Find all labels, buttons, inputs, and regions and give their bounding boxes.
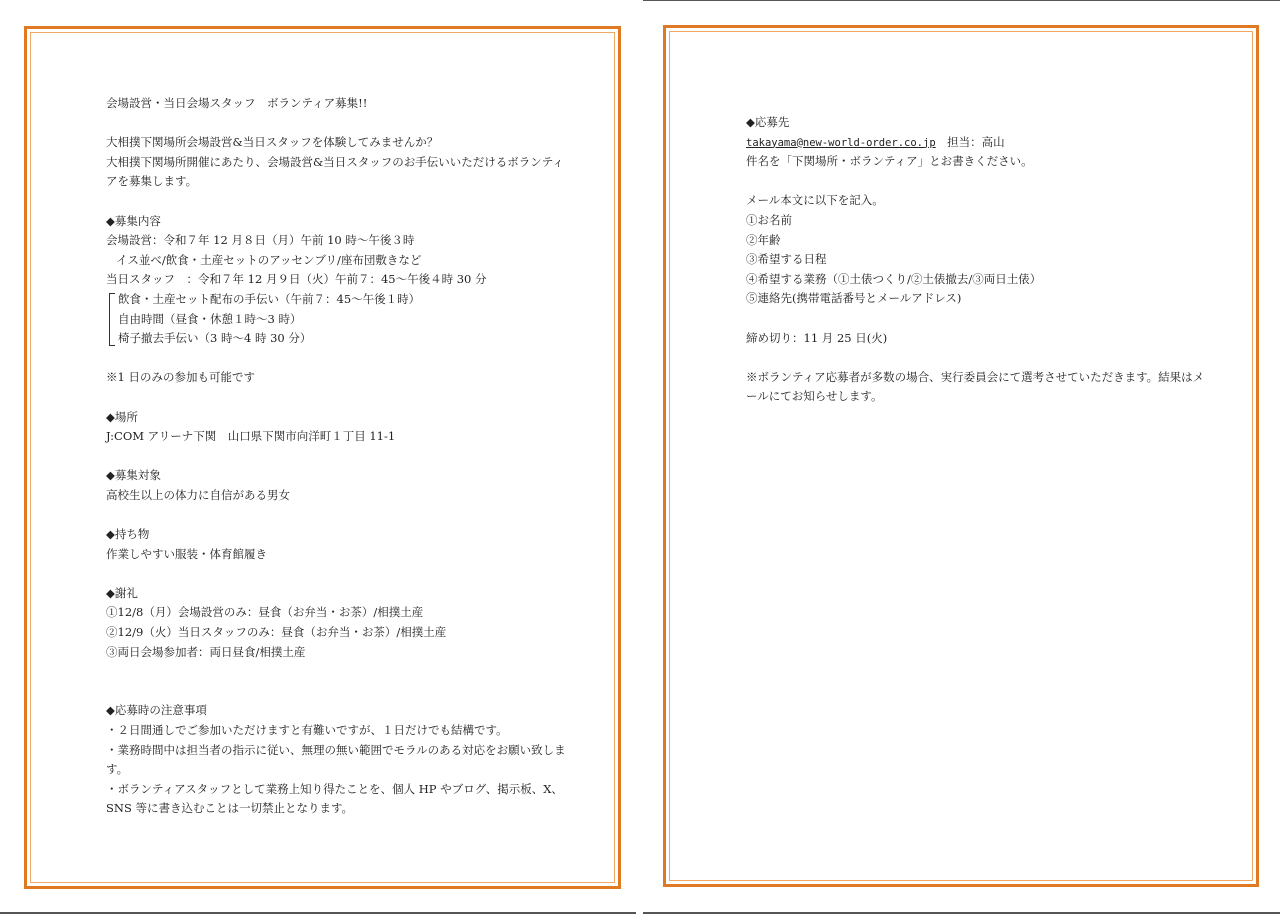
contact-person: 担当：高山	[935, 134, 1005, 149]
note-item: ・業務時間中は担当者の指示に従い、無理の無い範囲でモラルのある対応をお願い致します。	[106, 742, 566, 777]
field-item: ③希望する日程	[746, 252, 827, 267]
field-item: ⑤連絡先(携帯電話番号とメールアドレス)	[746, 291, 962, 306]
field-item: ④希望する業務（①土俵つくり/②土俵撤去/③両日土俵）	[746, 271, 1042, 286]
page-2-content	[746, 113, 1206, 407]
setup-detail: イス並べ/飲食・土産セットのアッセンブリ/座布団敷きなど	[116, 252, 422, 267]
subject-note: 件名を「下関場所・ボランティア」とお書きください。	[746, 154, 1033, 169]
note-item: ・ボランティアスタッフとして業務上知り得たことを、個人 HP やブログ、掲示板、X、SNS 等に書き込むことは一切禁止となります。	[106, 781, 563, 816]
top-divider	[643, 0, 1280, 1]
section-heading-items: ◆持ち物	[106, 527, 150, 542]
selection-note: ※ボランティア応募者が多数の場合、実行委員会にて選考させていただきます。結果はメールにてお知らせします。	[746, 369, 1205, 404]
document-page-1	[24, 26, 621, 889]
section-heading-notes: ◆応募時の注意事項	[106, 703, 207, 718]
place-text: J:COM アリーナ下関 山口県下関市向洋町１丁目 11-1	[106, 429, 396, 444]
staff-item: 自由時間（昼食・休憩１時～3 時）	[118, 311, 302, 326]
email-link[interactable]: takayama@new-world-order.co.jp	[746, 136, 936, 149]
items-text: 作業しやすい服装・体育館履き	[106, 546, 267, 561]
reward-item: ②12/9（火）当日スタッフのみ：昼食（お弁当・お茶）/相撲土産	[106, 625, 447, 640]
bottom-divider-left	[0, 912, 636, 914]
field-item: ①お名前	[746, 212, 792, 227]
bottom-divider-right	[643, 912, 1280, 914]
setup-date: 会場設営：令和７年 12 月８日（月）午前 10 時～午後３時	[106, 233, 415, 248]
intro-line-1: 大相撲下関場所会場設営&当日スタッフを体験してみませんか？	[106, 135, 439, 150]
deadline: 締め切り：11 月 25 日(火)	[746, 330, 888, 345]
reward-item: ①12/8（月）会場設営のみ：昼食（お弁当・お茶）/相撲土産	[106, 605, 424, 620]
contact-line	[746, 133, 1206, 153]
section-heading-reward: ◆謝礼	[106, 585, 138, 600]
section-heading-apply: ◆応募先	[746, 115, 790, 129]
document-page-2	[663, 25, 1259, 887]
document-title: 会場設営・当日会場スタッフ ボランティア募集!!	[106, 96, 368, 110]
section-heading-place: ◆場所	[106, 409, 138, 424]
one-day-note: ※1 日のみの参加も可能です	[106, 370, 255, 385]
target-text: 高校生以上の体力に自信がある男女	[106, 487, 290, 502]
page-1-content	[106, 94, 566, 819]
staff-item: 椅子撤去手伝い（3 時～4 時 30 分）	[118, 331, 312, 346]
note-item: ・２日間通しでご参加いただけますと有難いですが、１日だけでも結構です。	[106, 723, 508, 737]
staff-item: 飲食・土産セット配布の手伝い（午前７：45～午後１時）	[118, 291, 421, 306]
body-intro: メール本文に以下を記入。	[746, 193, 884, 208]
reward-item: ③両日会場参加者：両日昼食/相撲土産	[106, 644, 306, 659]
section-heading-content: ◆募集内容	[106, 213, 161, 228]
section-heading-target: ◆募集対象	[106, 468, 161, 483]
intro-line-2: 大相撲下関場所開催にあたり、会場設営&当日スタッフのお手伝いいただけるボランティアを募集します。	[106, 154, 564, 189]
staff-date: 当日スタッフ ：令和７年 12 月９日（火）午前７：45～午後４時 30 分	[106, 272, 487, 287]
field-item: ②年齢	[746, 232, 781, 247]
staff-schedule-bracket	[106, 290, 566, 349]
